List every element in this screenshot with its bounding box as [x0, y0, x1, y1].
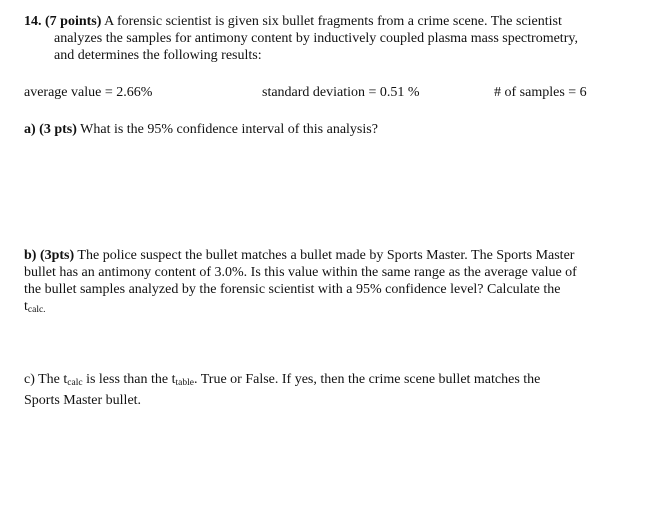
part-a-question: What is the 95% confidence interval of this analysis?	[80, 122, 378, 137]
t-calc-term: $t_{calc.}$	[24, 299, 46, 315]
problem-points: (7 points)	[45, 14, 102, 29]
problem-line-3: and determines the following results:	[54, 48, 262, 63]
part-c-line-2: Sports Master bullet.	[24, 393, 142, 408]
part-b-line-1: The police suspect the bullet matches a bullet made by Sports Master. The Sports Master	[77, 248, 575, 263]
part-a-label: a) (3 pts)	[24, 122, 77, 137]
part-c	[24, 371, 652, 409]
problem-number: 14.	[24, 14, 42, 29]
problem-line-1: A forensic scientist is given six bullet fragments from a crime scene. The scientist	[104, 14, 562, 29]
problem-intro	[24, 13, 652, 64]
problem-line-2: analyzes the samples for antimony content by inductively coupled plasma mass spectrometry,	[54, 31, 578, 46]
problem-statement	[24, 13, 652, 64]
standard-deviation: standard deviation = 0.51 %	[262, 85, 420, 100]
part-a	[24, 121, 652, 138]
sample-count: # of samples = 6	[494, 85, 587, 100]
part-b-label: b) (3pts)	[24, 248, 75, 263]
average-value: average value = 2.66%	[24, 85, 153, 100]
part-c-line-1: c) The $t_{calc}$ is less than the $t_{table}$. True or False. If yes, then the crime scene bullet matches the	[24, 372, 541, 388]
results-row	[24, 84, 644, 102]
part-b-line-2: bullet has an antimony content of 3.0%. Is this value within the same range as the average value of	[24, 265, 577, 280]
part-b	[24, 247, 652, 319]
part-b-line-3: the bullet samples analyzed by the forensic scientist with a 95% confidence level? Calculate the	[24, 282, 561, 297]
